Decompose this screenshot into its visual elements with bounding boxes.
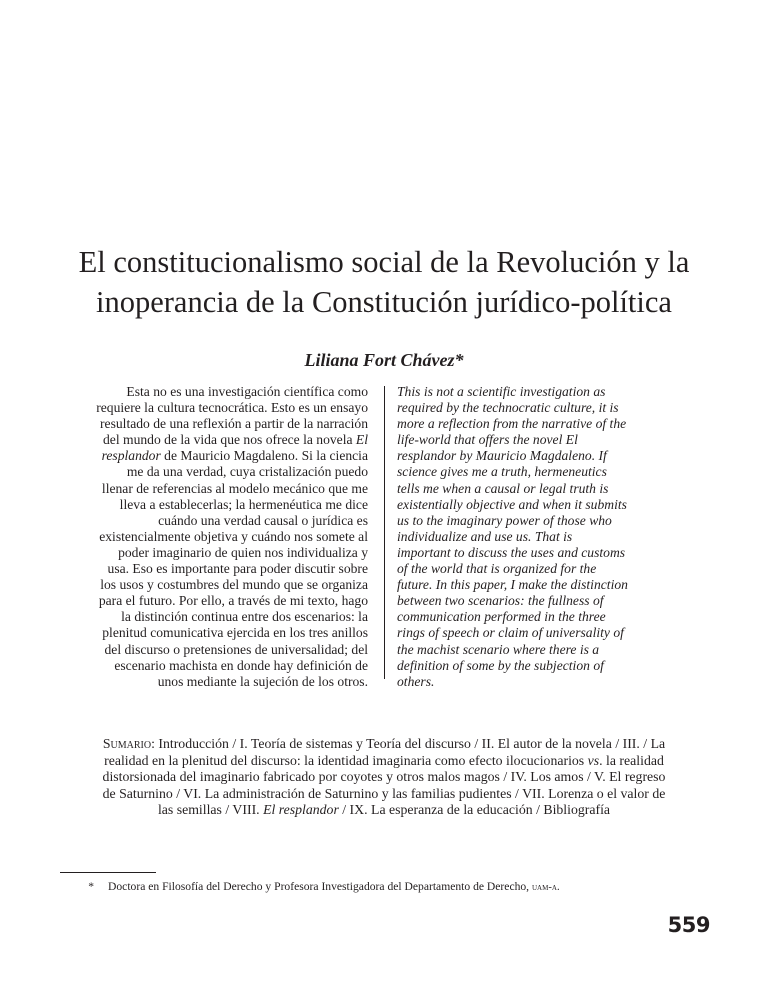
sumario-vs: vs	[587, 752, 600, 768]
footnote-rule	[60, 872, 156, 873]
article-title: El constitucionalismo social de la Revolución y la inoperancia de la Constitución jurídico-política	[78, 245, 690, 319]
footnote-mark: *	[88, 880, 94, 893]
footnote-end: .	[556, 880, 560, 893]
column-divider	[384, 386, 385, 679]
sumario-text-3: / IX. La esperanza de la educación / Bibliografía	[338, 802, 611, 818]
page-number: 559	[667, 913, 710, 937]
abstract-spanish	[96, 384, 368, 690]
footnote-institution: uam-a	[531, 882, 557, 893]
footnote	[60, 880, 720, 895]
footnote-text: Doctora en Filosofía del Derecho y Profesora Investigadora del Departamento de Derecho,	[108, 880, 532, 893]
sumario-text-2: . la realidad distorsionada del imaginario fabricado por coyotes y otros malos magos / IV. Los amos / V. El regreso de Saturnino / VI. La administración de Saturnino y las familias pudientes / VII. Lorenza o el valor de las semillas / VIII.	[102, 752, 666, 818]
sumario-label: Sumario	[102, 736, 152, 751]
abstract-es-text-2: de Mauricio Magdaleno. Si la ciencia me da una verdad, cuya cristalización puedo llenar de referencias al modelo mecánico que me lleva a establecerlas; la hermenéutica me dice cuándo una verdad causal o jurídica es existencialmente objetiva y cuándo nos somete al poder imaginario de quien nos individualiza y usa. Eso es importante para poder discutir sobre los usos y costumbres del mundo que se organiza para el futuro. Por ello, a través de mi texto, hago la distinción continua entre dos escenarios: la plenitud comunicativa ejercida en los tres anillos del discurso o pretensiones de universalidad; del escenario machista en donde hay definición de unos mediante la sujeción de los otros.	[98, 448, 368, 689]
abstract-english: This is not a scientific investigation as required by the technocratic culture, it is more a reflection from the narrative of the life-world that offers the novel El resplandor by Mauricio Magdaleno. If science gives me a truth, hermeneutics tells me when a causal or legal truth is existentially objective and when it submits us to the imaginary power of those who individualize and use us. That is important to discuss the uses and customs of the world that is organized for the future. In this paper, I make the distinction between two scenarios: the fullness of communication performed in the three rings of speech or claim of universality of the machist scenario where there is a definition of some by the subjection of others.	[397, 384, 628, 689]
novel-title-emphasis: El resplandor	[101, 432, 368, 464]
author-name: Liliana Fort Chávez*	[304, 350, 464, 370]
table-of-contents-summary	[100, 736, 668, 819]
sumario-text-1: : Introducción / I. Teoría de sistemas y Teoría del discurso / II. El autor de la novela / III. / La realidad en la plenitud del discurso: la identidad imaginaria como efecto ilocucionarios	[104, 736, 666, 768]
abstract-es-text-1: Esta no es una investigación científica como requiere la cultura tecnocrática. Esto es un ensayo resultado de una reflexión a partir de la narración del mundo de la vida que nos ofrece la novela	[96, 384, 368, 448]
sumario-resplandor: El resplandor	[263, 802, 339, 818]
